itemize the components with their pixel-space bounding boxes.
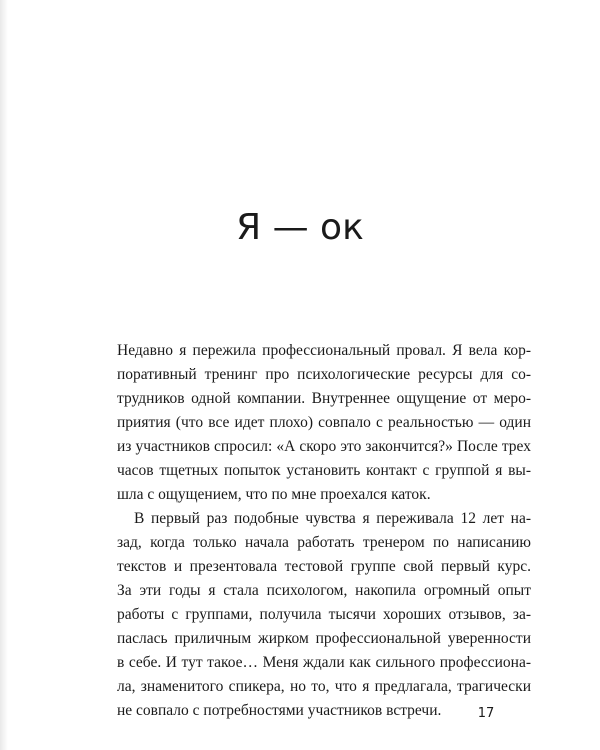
text-line: шла с ощущением, что по мне проехался каток. [117, 486, 431, 503]
text-line: работы с группами, получила тысячи хороших отзывов, за- [117, 606, 531, 623]
text-line: поративный тренинг про психологические ресурсы для со- [117, 366, 531, 383]
text-line: текстов и презентовала тестовой группе свой первый курс. [117, 558, 531, 575]
text-line: За эти годы я стала психологом, накопила огромный опыт [117, 582, 531, 599]
body-text [117, 339, 531, 723]
text-line: зад, когда только начала работать тренером по написанию [117, 534, 531, 551]
text-line: паслась приличным жирком профессиональной уверенности [117, 630, 531, 647]
text-line: ла, знаменитого спикера, но то, что я предлагала, трагически [117, 678, 531, 695]
text-line: В первый раз подобные чувства я переживала 12 лет на- [134, 510, 531, 527]
page-edge-shadow [0, 0, 8, 750]
text-line: часов тщетных попыток установить контакт с группой я вы- [117, 462, 531, 479]
text-line: в себе. И тут такое… Меня ждали как сильного профессиона- [117, 654, 531, 671]
text-line: приятия (что все идет плохо) совпало с реальностью — один [117, 414, 531, 431]
text-line: трудников одной компании. Внутреннее ощущение от меро- [117, 390, 531, 407]
text-line: не совпало с потребностями участников встречи. [117, 702, 442, 719]
paragraph-2 [117, 507, 531, 723]
text-line: Недавно я пережила профессиональный провал. Я вела кор- [117, 342, 531, 359]
chapter-title: Я — ок [236, 207, 364, 248]
paragraph-1 [117, 339, 531, 507]
text-line: из участников спросил: «А скоро это закончится?» После трех [117, 438, 531, 455]
page-number: 17 [477, 706, 495, 721]
